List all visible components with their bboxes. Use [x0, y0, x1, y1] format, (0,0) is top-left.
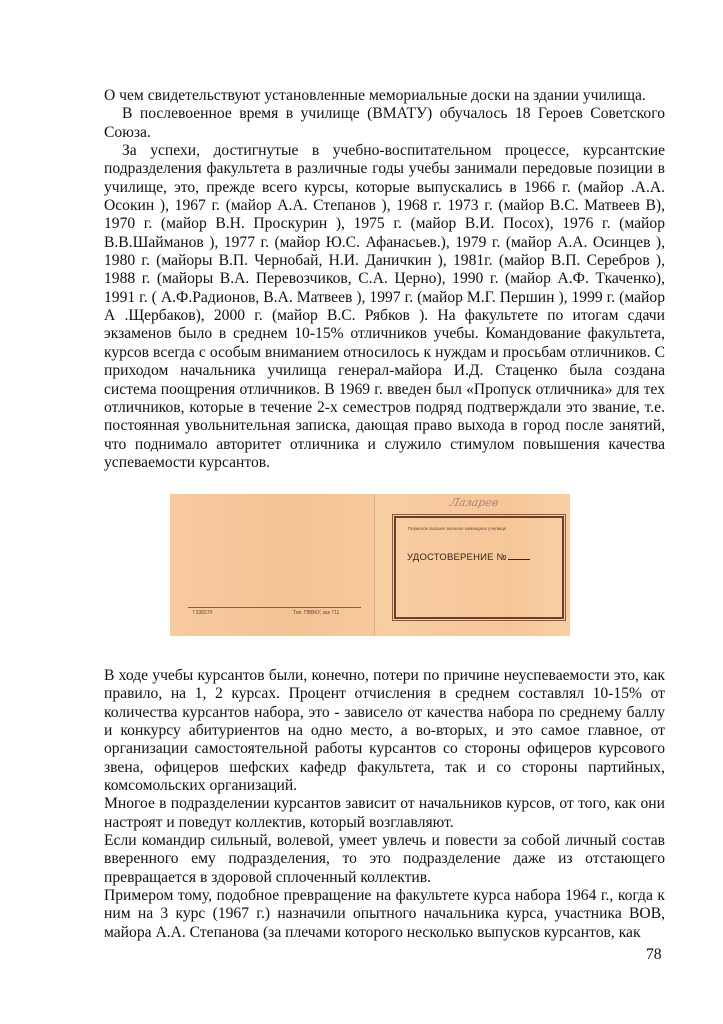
text-block-top — [104, 87, 665, 472]
certificate-serial: Г338270 — [193, 610, 213, 616]
handwritten-signature: Лазарев — [448, 496, 500, 509]
paragraph: О чем свидетельствуют установленные мемориальные доски на здании училища. — [104, 87, 646, 104]
certificate-photo — [170, 494, 570, 636]
page-number: 78 — [646, 946, 662, 963]
certificate-frame — [394, 516, 564, 619]
certificate-title-text: УДОСТОВЕРЕНИЕ № — [407, 552, 507, 563]
paragraph: Многое в подразделении курсантов зависит от начальников курсов, от того, как они настроят и поведут коллектив, который возглавляют. — [104, 795, 665, 831]
paragraph: В послевоенное время в училище (ВМАТУ) обучалось 18 Героев Советского Союза. — [104, 105, 665, 141]
paragraph: Если командир сильный, волевой, умеет увлечь и повести за собой личный состав вверенного ему подразделения, то это подразделение даже из отстающего превращается в здоровой сплоченный коллектив. — [104, 832, 665, 886]
paragraph: За успехи, достигнутые в учебно-воспитательном процессе, курсантские подразделения факультета в различные годы учебы занимали передовые позиции в училище, это, прежде всего курсы, которые выпускались в 1966 г. (майор .А.А. Осокин ), 1967 г. (майор А.А. Степанов ), 1968 г. 1973 г. (майор В.С. Матвеев В), 1970 г. (майор В.Н. Проскурин ), 1975 г. (майор В.И. Посох), 1976 г. (майор В.В.Шайманов ), 1977 г. (майор Ю.С. Афанасьев.), 1979 г. (майор А.А. Осинцев ), 1980 г. (майоры В.П. Чернобай, Н.И. Даничкин ), 1981г. (майор В.П. Серебров ), 1988 г. (майоры В.А. Перевозчиков, С.А. Церно), 1990 г. (майор А.Ф. Ткаченко), 1991 г. ( А.Ф.Радионов, В.А. Матвеев ), 1997 г. (майор М.Г. Першин ), 1999 г. (майор А .Щербаков), 2000 г. (майор В.С. Рябков ). На факультете по итогам сдачи экзаменов было в среднем 10-15% отличников учебы. Командование факультета, курсов всегда с особым вниманием относилось к нуждам и просьбам отличников. С приходом начальника училища генерал-майора И.Д. Стаценко была создана система поощрения отличников. В 1969 г. введен был «Пропуск отличника» для тех отличников, которые в течение 2-х семестров подряд подтверждали это звание, т.е. постоянная увольнительная записка, дающая право выхода в город после занятий, что поднимало авторитет отличника и служило стимулом повышения качества успеваемости курсантов. — [104, 142, 665, 471]
certificate-fold — [374, 494, 375, 636]
paragraph: В ходе учебы курсантов были, конечно, потери по причине неуспеваемости это, как правило, на 1, 2 курсах. Процент отчисления в среднем составлял 10-15% от количества курсантов набора, это - зависело от качества набора по среднему баллу и конкурсу абитуриентов на одно место, а во-вторых, и это самое главное, от организации самостоятельной работы курсантов со стороны офицеров курсового звена, офицеров шефских кафедр факультета, так и со стороны партийных, комсомольских организаций. — [104, 667, 665, 795]
text-block-bottom — [104, 667, 665, 942]
certificate-title — [407, 552, 530, 563]
paragraph: Примером тому, подобное превращение на факультете курса набора 1964 г., когда к ним на 3 курс (1967 г.) назначили опытного начальника курса, участника ВОВ, майора А.А. Степанова (за плечами которого несколько выпусков курсантов, как — [104, 887, 665, 941]
number-blank — [508, 559, 530, 560]
certificate-rule — [188, 607, 361, 608]
certificate-school-name: Пермское высшее военное командное училище — [408, 526, 507, 531]
certificate-printer: Тип. ПВВКУ, зак 711 — [293, 610, 340, 616]
